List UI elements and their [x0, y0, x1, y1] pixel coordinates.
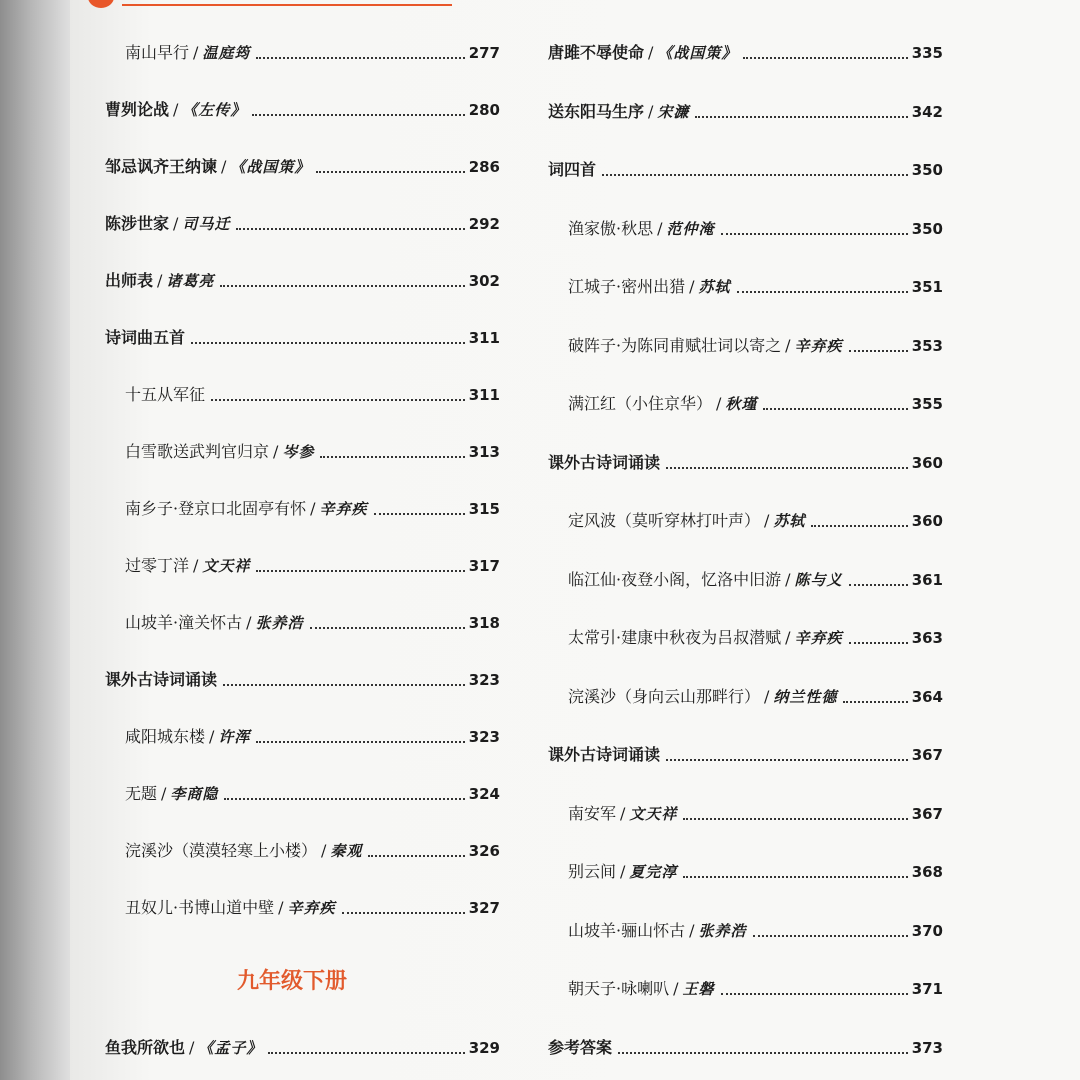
entry-page-number: 327 — [468, 899, 500, 917]
entry-page-number: 313 — [468, 443, 500, 461]
entry-separator: / — [689, 277, 695, 296]
toc-entry[interactable] — [568, 267, 943, 297]
toc-entry[interactable] — [125, 774, 500, 804]
toc-entry[interactable] — [568, 501, 943, 531]
dot-leader — [310, 626, 465, 629]
entry-page-number: 371 — [911, 980, 943, 998]
entry-author: 王磐 — [682, 980, 715, 998]
entry-title: 浣溪沙（身向云山那畔行） — [568, 686, 761, 706]
entry-separator: / — [173, 214, 179, 233]
entry-title: 渔家傲·秋思 — [568, 218, 654, 238]
entry-separator: / — [189, 1038, 195, 1057]
dot-leader — [618, 1051, 908, 1054]
entry-author: 纳兰性德 — [773, 687, 838, 706]
toc-entry[interactable] — [125, 33, 500, 63]
dot-leader — [256, 56, 464, 59]
entry-separator: / — [673, 979, 679, 998]
dot-leader — [666, 758, 908, 761]
entry-author: 苏轼 — [698, 278, 731, 296]
entry-title: 满江红（小住京华） — [568, 394, 713, 413]
entry-separator: / — [221, 157, 227, 176]
dot-leader — [252, 113, 464, 116]
entry-author: 陈与义 — [794, 570, 843, 589]
entry-title: 丑奴儿·书博山道中壁 — [125, 898, 275, 917]
entry-author: 张养浩 — [255, 614, 304, 632]
dot-leader — [256, 569, 464, 572]
entry-page-number: 335 — [911, 44, 943, 62]
toc-entry[interactable] — [568, 384, 943, 414]
entry-title: 南山早行 — [125, 43, 190, 62]
entry-page-number: 364 — [911, 687, 943, 706]
entry-page-number: 351 — [911, 278, 943, 296]
entry-page-number: 361 — [911, 570, 943, 589]
entry-separator: / — [764, 686, 770, 706]
flower-icon — [88, 0, 114, 8]
toc-entry[interactable] — [568, 326, 943, 356]
entry-title: 陈涉世家 — [105, 214, 170, 233]
entry-separator: / — [157, 271, 163, 290]
entry-title: 南安军 — [568, 803, 617, 823]
entry-page-number: 326 — [468, 842, 500, 860]
entry-separator: / — [785, 628, 791, 647]
entry-page-number: 324 — [468, 785, 500, 803]
toc-entry[interactable] — [548, 443, 943, 473]
entry-page-number: 292 — [468, 215, 500, 233]
entry-author: 诸葛亮 — [166, 272, 215, 290]
toc-entry[interactable] — [125, 489, 500, 519]
entry-title: 别云间 — [568, 862, 617, 881]
entry-separator: / — [689, 920, 695, 940]
dot-leader — [224, 797, 464, 800]
entry-separator: / — [278, 898, 284, 917]
entry-page-number: 318 — [468, 614, 500, 632]
dot-leader — [368, 854, 464, 857]
entry-page-number: 373 — [911, 1038, 943, 1057]
toc-entry[interactable] — [105, 147, 500, 177]
entry-title: 送东阳马生序 — [548, 101, 645, 121]
dot-leader — [602, 173, 908, 176]
dot-leader — [753, 934, 908, 937]
dot-leader — [268, 1051, 464, 1054]
entry-separator: / — [173, 100, 179, 119]
entry-page-number: 368 — [911, 863, 943, 881]
entry-author: 文天祥 — [202, 557, 251, 575]
entry-separator: / — [321, 841, 327, 860]
toc-entry[interactable] — [125, 831, 500, 861]
toc-entry[interactable] — [125, 717, 500, 747]
entry-author: 《战国策》 — [230, 158, 311, 176]
entry-title: 山坡羊·骊山怀古 — [568, 920, 686, 940]
dot-leader — [683, 817, 907, 820]
entry-page-number: 302 — [468, 272, 500, 290]
toc-entry[interactable] — [548, 92, 943, 122]
dot-leader — [223, 683, 465, 686]
entry-author: 辛弃疾 — [794, 336, 843, 355]
entry-page-number: 329 — [468, 1039, 500, 1057]
entry-title: 诗词曲五首 — [105, 328, 186, 347]
dot-leader — [843, 700, 907, 703]
entry-title: 咸阳城东楼 — [125, 727, 206, 746]
entry-title: 过零丁洋 — [125, 556, 190, 575]
toc-entry[interactable] — [548, 1028, 943, 1058]
dot-leader — [666, 466, 908, 469]
toc-entry[interactable] — [105, 261, 500, 291]
entry-author: 许浑 — [218, 728, 251, 746]
entry-title: 曹刿论战 — [105, 100, 170, 119]
entry-title: 十五从军征 — [125, 385, 206, 404]
toc-entry[interactable] — [125, 375, 500, 405]
entry-page-number: 363 — [911, 629, 943, 647]
entry-page-number: 370 — [911, 921, 943, 940]
dot-leader — [256, 740, 464, 743]
entry-title: 鱼我所欲也 — [105, 1038, 186, 1057]
entry-separator: / — [785, 569, 791, 589]
toc-entry[interactable] — [568, 618, 943, 648]
entry-page-number: 367 — [911, 804, 943, 823]
entry-title: 唐雎不辱使命 — [548, 43, 645, 62]
dot-leader — [721, 232, 908, 235]
entry-title: 课外古诗词诵读 — [548, 745, 661, 764]
dot-leader — [211, 398, 465, 401]
entry-author: 《左传》 — [182, 101, 247, 119]
toc-entry[interactable] — [105, 204, 500, 234]
entry-author: 司马迁 — [182, 215, 231, 233]
entry-separator: / — [648, 43, 654, 62]
entry-title: 无题 — [125, 784, 158, 803]
toc-entry[interactable] — [568, 794, 943, 824]
entry-page-number: 315 — [468, 500, 500, 518]
dot-leader — [236, 227, 464, 230]
entry-author: 《战国策》 — [657, 44, 738, 62]
entry-title: 江城子·密州出猎 — [568, 277, 686, 296]
entry-separator: / — [310, 499, 316, 518]
entry-title: 出师表 — [105, 271, 154, 290]
entry-page-number: 311 — [468, 386, 500, 404]
entry-author: 辛弃疾 — [287, 899, 336, 917]
toc-entry[interactable] — [105, 660, 500, 690]
toc-entry[interactable] — [125, 888, 500, 918]
entry-separator: / — [648, 101, 654, 121]
entry-author: 辛弃疾 — [319, 500, 368, 518]
entry-page-number: 323 — [468, 728, 500, 746]
entry-page-number: 323 — [468, 671, 500, 689]
toc-entry[interactable] — [548, 735, 943, 765]
entry-page-number: 342 — [911, 102, 943, 121]
dot-leader — [316, 170, 464, 173]
entry-separator: / — [193, 556, 199, 575]
entry-page-number: 360 — [911, 453, 943, 472]
entry-separator: / — [764, 511, 770, 530]
entry-author: 范仲淹 — [666, 219, 715, 238]
toc-entry[interactable] — [568, 911, 943, 941]
dot-leader — [763, 407, 907, 410]
entry-page-number: 317 — [468, 557, 500, 575]
entry-title: 词四首 — [548, 160, 597, 179]
entry-author: 文天祥 — [629, 804, 678, 823]
toc-entry[interactable] — [105, 90, 500, 120]
dot-leader — [811, 524, 907, 527]
entry-author: 温庭筠 — [202, 44, 251, 62]
dot-leader — [849, 349, 908, 352]
toc-entry[interactable] — [548, 150, 943, 180]
entry-page-number: 355 — [911, 395, 943, 413]
dot-leader — [695, 115, 907, 118]
toc-entry[interactable] — [568, 560, 943, 590]
entry-author: 秋瑾 — [725, 395, 758, 413]
entry-title: 白雪歌送武判官归京 — [125, 442, 270, 461]
dot-leader — [320, 455, 464, 458]
entry-author: 夏完淳 — [629, 863, 678, 881]
entry-author: 李商隐 — [170, 785, 219, 803]
entry-author: 张养浩 — [698, 921, 747, 940]
entry-separator: / — [657, 218, 663, 238]
entry-page-number: 367 — [911, 746, 943, 764]
dot-leader — [374, 512, 465, 515]
entry-title: 邹忌讽齐王纳谏 — [105, 157, 218, 176]
dot-leader — [849, 641, 908, 644]
entry-page-number: 311 — [468, 329, 500, 347]
entry-title: 朝天子·咏喇叭 — [568, 979, 670, 998]
entry-author: 辛弃疾 — [794, 629, 843, 647]
entry-separator: / — [161, 784, 167, 803]
entry-title: 浣溪沙（漠漠轻寒上小楼） — [125, 841, 318, 860]
toc-entry[interactable] — [568, 852, 943, 882]
entry-title: 定风波（莫听穿林打叶声） — [568, 511, 761, 530]
toc-entry[interactable] — [548, 33, 943, 63]
toc-entry[interactable] — [125, 432, 500, 462]
entry-title: 太常引·建康中秋夜为吕叔潜赋 — [568, 628, 782, 647]
entry-title: 参考答案 — [548, 1037, 613, 1057]
header-rule — [122, 4, 452, 6]
entry-page-number: 350 — [911, 161, 943, 179]
toc-entry[interactable] — [568, 677, 943, 707]
entry-separator: / — [785, 335, 791, 355]
dot-leader — [737, 290, 908, 293]
header-decoration — [70, 0, 390, 10]
toc-entry[interactable] — [105, 318, 500, 348]
entry-page-number: 360 — [911, 512, 943, 530]
toc-entry[interactable] — [105, 1028, 500, 1058]
dot-leader — [342, 911, 465, 914]
entry-separator: / — [246, 613, 252, 632]
entry-page-number: 353 — [911, 336, 943, 355]
section-heading: 九年级下册 — [237, 969, 348, 994]
entry-page-number: 277 — [468, 44, 500, 62]
entry-title: 破阵子·为陈同甫赋壮词以寄之 — [568, 335, 782, 355]
entry-separator: / — [193, 43, 199, 62]
entry-page-number: 286 — [468, 158, 500, 176]
entry-author: 《孟子》 — [198, 1039, 263, 1057]
dot-leader — [683, 875, 907, 878]
entry-title: 课外古诗词诵读 — [548, 452, 661, 472]
toc-entry[interactable] — [125, 603, 500, 633]
entry-author: 秦观 — [330, 842, 363, 860]
entry-separator: / — [209, 727, 215, 746]
dot-leader — [743, 56, 907, 59]
entry-title: 课外古诗词诵读 — [105, 670, 218, 689]
toc-entry[interactable] — [125, 546, 500, 576]
dot-leader — [849, 583, 908, 586]
entry-author: 宋濂 — [657, 102, 690, 121]
entry-separator: / — [620, 862, 626, 881]
entry-separator: / — [716, 394, 722, 413]
entry-page-number: 280 — [468, 101, 500, 119]
dot-leader — [191, 341, 465, 344]
entry-title: 临江仙·夜登小阁，忆洛中旧游 — [568, 569, 782, 589]
entry-page-number: 350 — [911, 219, 943, 238]
entry-author: 苏轼 — [773, 512, 806, 530]
toc-entry[interactable] — [568, 209, 943, 239]
entry-separator: / — [273, 442, 279, 461]
entry-title: 山坡羊·潼关怀古 — [125, 613, 243, 632]
entry-separator: / — [620, 803, 626, 823]
entry-author: 岑参 — [282, 443, 315, 461]
dot-leader — [220, 284, 464, 287]
entry-title: 南乡子·登京口北固亭有怀 — [125, 499, 307, 518]
dot-leader — [721, 992, 908, 995]
toc-entry[interactable] — [568, 969, 943, 999]
